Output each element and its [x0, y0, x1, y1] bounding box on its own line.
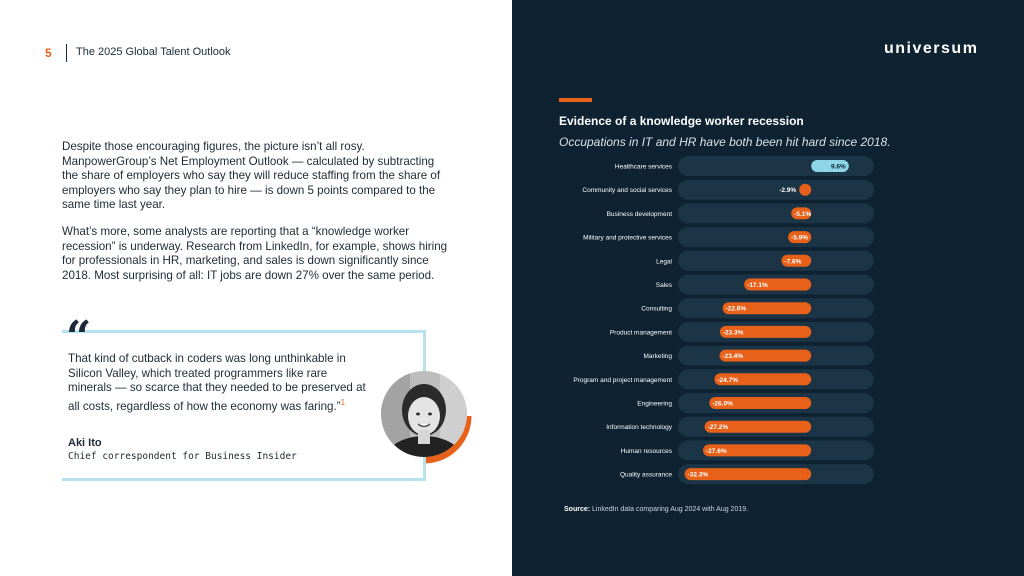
- category-label: Information technology: [606, 424, 672, 432]
- data-label: -26.0%: [712, 400, 733, 408]
- category-label: Healthcare services: [614, 163, 672, 171]
- category-label: Human resources: [620, 447, 672, 455]
- data-label: -23.4%: [722, 353, 744, 361]
- chart-source: [564, 506, 748, 513]
- quote-text: [68, 352, 368, 414]
- data-label: -22.6%: [725, 305, 747, 313]
- category-label: Product management: [609, 329, 672, 337]
- bar-track: [678, 203, 874, 223]
- quote-footnote: 1: [340, 397, 346, 407]
- bar: [799, 184, 811, 196]
- page-number: 5: [45, 46, 52, 60]
- data-label: -24.7%: [717, 376, 738, 384]
- accent-bar: [559, 98, 592, 102]
- bar-track: [678, 180, 874, 200]
- category-label: Legal: [656, 258, 672, 266]
- data-label: -27.6%: [706, 447, 727, 455]
- body-paragraph-2: What’s more, some analysts are reporting that a “knowledge worker recession” is underway. Research from LinkedIn, for example, shows hiring for professionals in HR, marketing, and sales is down significantly since 2018. Most surprising of all: IT jobs are down 27% over the same period.: [62, 225, 448, 282]
- avatar-portrait-icon: [380, 370, 476, 466]
- quote-author: Aki Ito: [68, 437, 102, 449]
- data-label: -27.2%: [707, 424, 729, 432]
- data-label: -2.9%: [779, 187, 797, 195]
- category-label: Marketing: [643, 353, 672, 361]
- data-label: -5.9%: [791, 234, 809, 242]
- category-label: Community and social services: [582, 187, 672, 195]
- quote-author-role: Chief correspondent for Business Insider: [68, 451, 297, 462]
- quote-mark-icon: “: [66, 312, 92, 363]
- category-label: Military and protective services: [583, 234, 672, 242]
- source-text: LinkedIn data comparing Aug 2024 with Aug 2019.: [592, 506, 749, 513]
- source-label: Source:: [564, 506, 591, 513]
- data-label: 9.6%: [831, 163, 846, 171]
- data-label: -23.3%: [722, 329, 744, 337]
- category-label: Business development: [606, 210, 672, 218]
- category-label: Program and project management: [573, 376, 672, 384]
- document-title: The 2025 Global Talent Outlook: [76, 46, 231, 58]
- category-label: Consulting: [641, 305, 672, 313]
- avatar: [380, 370, 476, 466]
- category-label: Sales: [655, 282, 672, 289]
- data-label: -17.1%: [747, 282, 768, 289]
- data-label: -5.1%: [794, 210, 812, 218]
- data-label: -7.6%: [784, 258, 802, 266]
- chart-title: Evidence of a knowledge worker recession: [559, 114, 804, 128]
- data-label: -32.3%: [687, 471, 709, 479]
- category-label: Engineering: [637, 400, 672, 408]
- body-paragraph-1: Despite those encouraging figures, the picture isn’t all rosy. ManpowerGroup’s Net Employment Outlook — calculated by subtracting the share of employers who say they will reduce staffing from the share of employers who say they plan to hire — is down 5 points compared to the same time last year.: [62, 140, 441, 212]
- chart-subtitle: Occupations in IT and HR have both been hit hard since 2018.: [559, 135, 891, 149]
- bar-track: [678, 227, 874, 247]
- bar-track: [678, 251, 874, 271]
- category-label: Quality assurance: [619, 471, 672, 479]
- bar-chart: [512, 150, 992, 490]
- brand-logo: universum: [884, 40, 979, 57]
- header-divider: [66, 44, 67, 62]
- quote-body: That kind of cutback in coders was long unthinkable in Silicon Valley, which treated programmers like rare minerals — so scarce that they needed to be preserved at all costs, regardless of how the economy was faring.”: [68, 352, 366, 413]
